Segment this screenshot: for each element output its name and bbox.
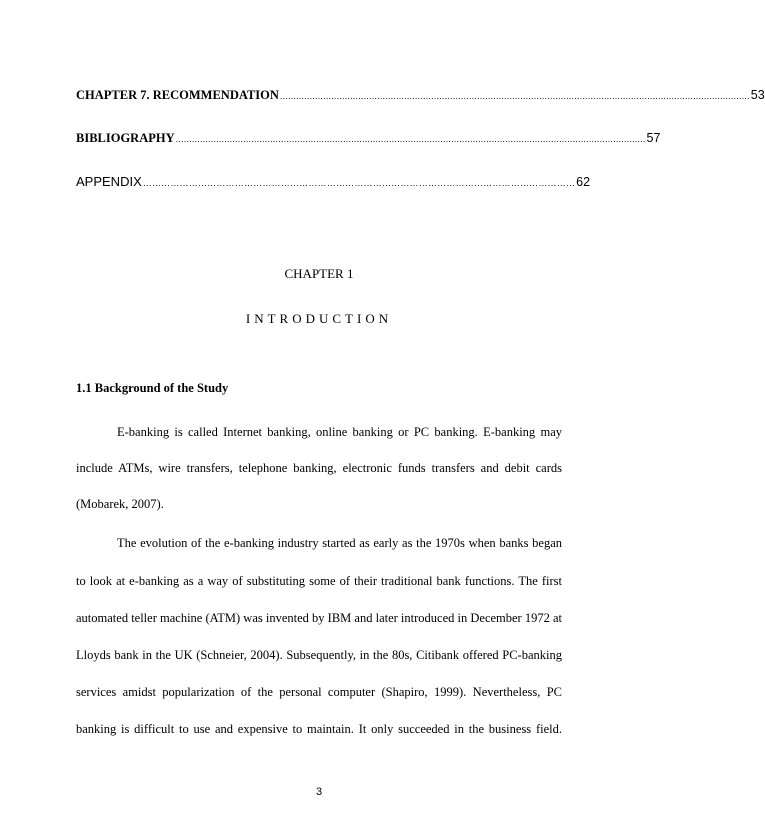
toc-entry-chapter-7[interactable] <box>76 88 765 103</box>
toc-dot-leader: .............................................................................................................................................................................. <box>175 134 646 144</box>
toc-entry-label: CHAPTER 7. RECOMMENDATION <box>76 88 279 102</box>
paragraph-line: E-banking is called Internet banking, online banking or PC banking. E-banking may <box>117 425 562 439</box>
toc-dot-leader: …………………………………………………………………………………………………………………………… <box>142 178 576 188</box>
toc-entry-label: APPENDIX <box>76 174 142 189</box>
toc-entry-page: 53 <box>750 88 765 102</box>
toc-entry-page: 62 <box>576 175 591 189</box>
section-heading: 1.1 Background of the Study <box>76 381 229 395</box>
toc-dot-leader: .............................................................................................................................................................................. <box>279 91 750 101</box>
paragraph-line: services amidst popularization of the personal computer (Shapiro, 1999). Nevertheless, PC <box>76 685 562 699</box>
paragraph-line: Lloyds bank in the UK (Schneier, 2004). Subsequently, in the 80s, Citibank offered PC-banking <box>76 648 562 662</box>
toc-entry-bibliography[interactable] <box>76 131 661 146</box>
toc-entry-page: 57 <box>646 131 661 145</box>
chapter-number: CHAPTER 1 <box>284 266 354 281</box>
paragraph-line: banking is difficult to use and expensive to maintain. It only succeeded in the business field. <box>76 722 562 736</box>
page-number: 3 <box>315 786 323 798</box>
paragraph-line: include ATMs, wire transfers, telephone banking, electronic funds transfers and debit cards <box>76 461 562 475</box>
toc-entry-appendix[interactable] <box>76 174 591 189</box>
paragraph-line: to look at e-banking as a way of substituting some of their traditional bank functions. The first <box>76 574 562 588</box>
toc-entry-label: BIBLIOGRAPHY <box>76 131 175 145</box>
paragraph-line: The evolution of the e-banking industry started as early as the 1970s when banks began <box>117 536 562 550</box>
paragraph-line: automated teller machine (ATM) was invented by IBM and later introduced in December 1972 at <box>76 611 562 625</box>
chapter-title: INTRODUCTION <box>245 311 393 326</box>
paragraph-line: (Mobarek, 2007). <box>76 497 164 511</box>
